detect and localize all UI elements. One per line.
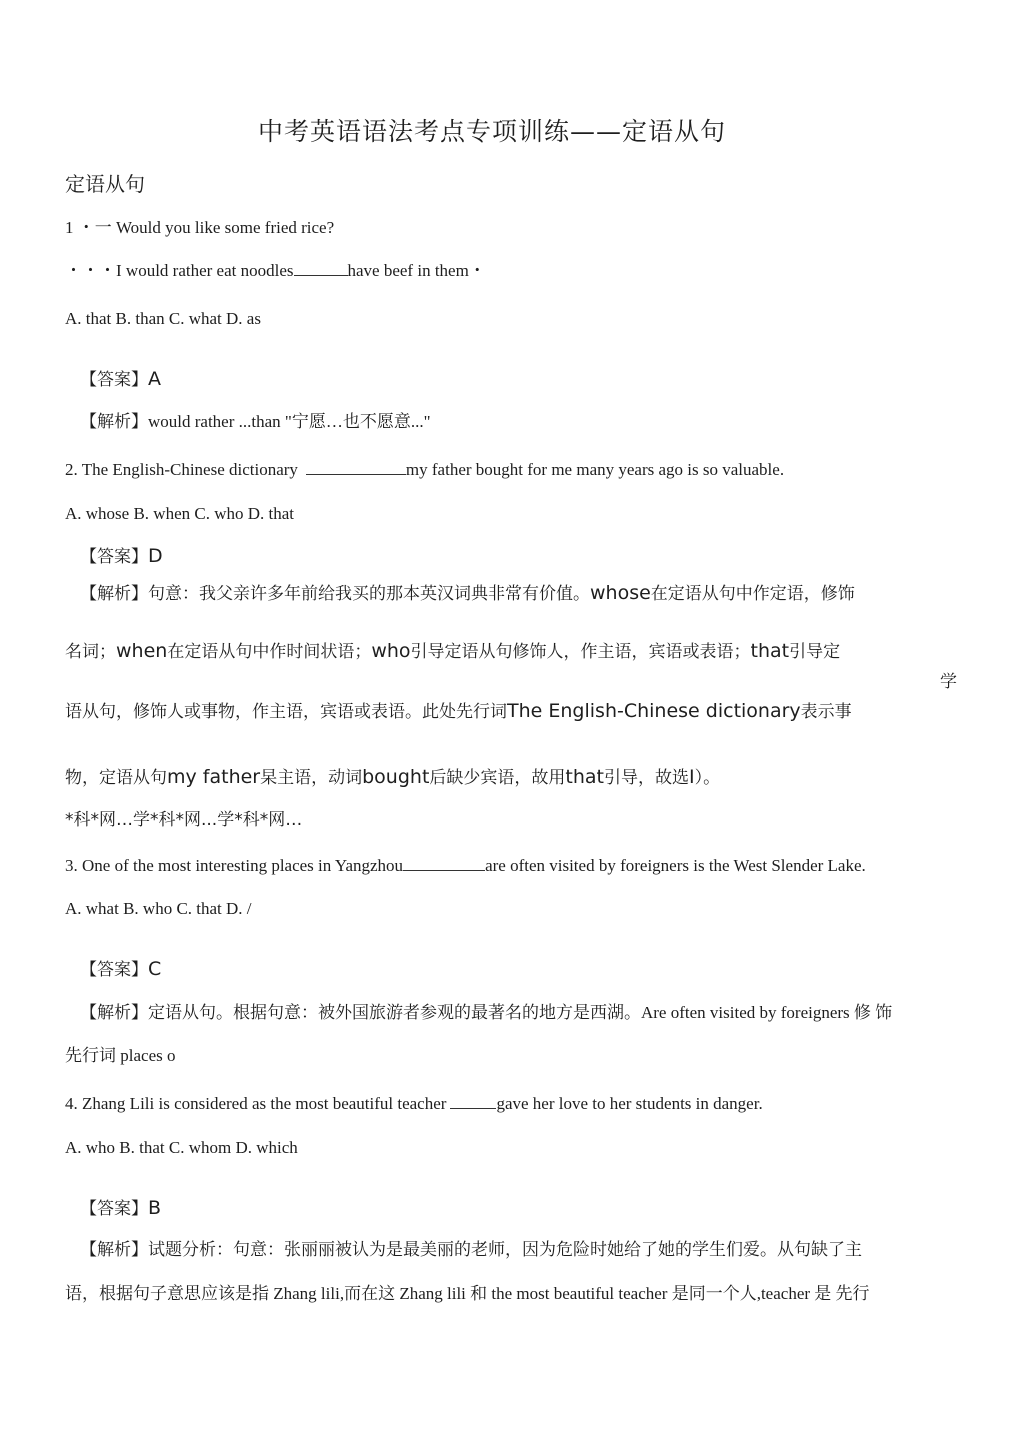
q4-stem-b: gave her love to her students in danger. [496,1094,763,1113]
side-mark: 学 [940,672,957,692]
q2-answer [80,545,163,568]
answer-label: 【答案】 [80,1199,148,1219]
analysis-text: 引导，故选 [604,768,689,788]
answer-label: 【答案】 [80,547,148,567]
analysis-text: 试题分析：句意：张丽丽被认为是最美丽的老师，因为危险时她给了她的学生们爱。从句缺了主 [148,1240,862,1260]
q2-stem-a: 2. The English-Chinese dictionary [65,460,298,479]
answer-value: B [148,1197,162,1219]
analysis-text: 表示事 [800,702,852,722]
answer-value: A [148,368,161,390]
q3-blank [403,856,485,871]
q2-analysis-line1 [80,582,855,605]
q3-stem [65,856,866,876]
q3-options: A. what B. who C. that D. / [65,899,252,918]
analysis-text: 句意：我父亲许多年前给我买的那本英汉词典非常有价值。 [148,584,590,604]
analysis-text: 语从句，修饰人或事物，作主语，宾语或表语。此处先行词 [65,702,507,722]
q4-stem-a: 4. Zhang Lili is considered as the most beautiful teacher [65,1094,447,1113]
analysis-term: bought [362,766,430,788]
analysis-text: 物，定语从句 [65,768,167,788]
analysis-text: ）。 [694,768,721,788]
analysis-term: whose [590,582,651,604]
answer-label: 【答案】 [80,370,148,390]
answer-value: D [148,545,163,567]
q3-analysis-line2: 先行词 places o [65,1046,176,1065]
analysis-term: The English-Chinese dictionary [507,700,801,722]
analysis-term: who [371,640,411,662]
q2-analysis-line3 [65,700,852,723]
q1-line1: 1 ・一 Would you like some fried rice? [65,218,335,237]
analysis-term: that [565,766,604,788]
q3-answer [80,958,161,981]
section-heading: 定语从句 [65,172,145,196]
q1-line2 [65,261,486,281]
analysis-text: 在定语从句中作定语，修饰 [650,584,855,604]
q4-blank [450,1094,496,1109]
analysis-text: would rather ...than "宁愿…也不愿意..." [148,412,431,431]
page-title: 中考英语语法考点专项训练——定语从句 [258,117,727,146]
analysis-text: 后缺少宾语，故用 [429,768,566,788]
q3-stem-a: 3. One of the most interesting places in Yangzhou [65,856,404,875]
q2-stem-b: my father bought for me many years ago is so valuable. [405,460,785,479]
answer-label: 【答案】 [80,960,148,980]
analysis-text: 引导定语从句修饰人，作主语，宾语或表语； [410,642,751,662]
analysis-label: 【解析】 [80,584,148,604]
q4-answer [80,1197,161,1220]
analysis-term: that [750,640,790,662]
analysis-text: 在定语从句中作时间状语； [167,642,372,662]
q3-stem-b: are often visited by foreigners is the West Slender Lake. [485,856,866,875]
q1-line2-text-b: have beef in them・ [347,261,486,280]
watermark-text: *科*网…学*科*网...学*科*网… [65,810,303,830]
q4-stem [65,1094,763,1114]
q4-options: A. who B. that C. whom D. which [65,1138,298,1157]
analysis-label: 【解析】 [80,412,148,432]
q4-analysis-line2: 语，根据句子意思应该是指 Zhang lili,而在这 Zhang lili 和 the most beautiful teacher 是同一个人,teacher 是 先行 [65,1284,870,1303]
q1-answer [80,368,161,391]
analysis-term: I [689,766,695,788]
analysis-term: when [116,640,168,662]
analysis-text: 杲主语，动词 [260,768,363,788]
analysis-text: 名词； [65,642,116,662]
q2-analysis-line4 [65,766,720,789]
q1-line2-text-a: ・・・I would rather eat noodles [65,261,294,280]
q2-analysis-line2 [65,640,840,663]
q3-analysis-line1 [80,1003,892,1023]
q2-blank [306,460,406,475]
q4-analysis-line1 [80,1240,862,1260]
q2-stem [65,460,784,480]
analysis-label: 【解析】 [80,1003,148,1023]
q1-options: A. that B. than C. what D. as [65,309,261,328]
q1-blank [294,261,348,276]
analysis-term: my father [167,766,261,788]
q1-analysis [80,412,431,432]
analysis-text: 引导定 [789,642,841,662]
answer-value: C [148,958,162,980]
analysis-text: 定语从句。根据句意：被外国旅游者参观的最著名的地方是西湖。Are often visited by foreigners 修 饰 [148,1003,893,1022]
analysis-label: 【解析】 [80,1240,148,1260]
q2-options: A. whose B. when C. who D. that [65,504,295,523]
